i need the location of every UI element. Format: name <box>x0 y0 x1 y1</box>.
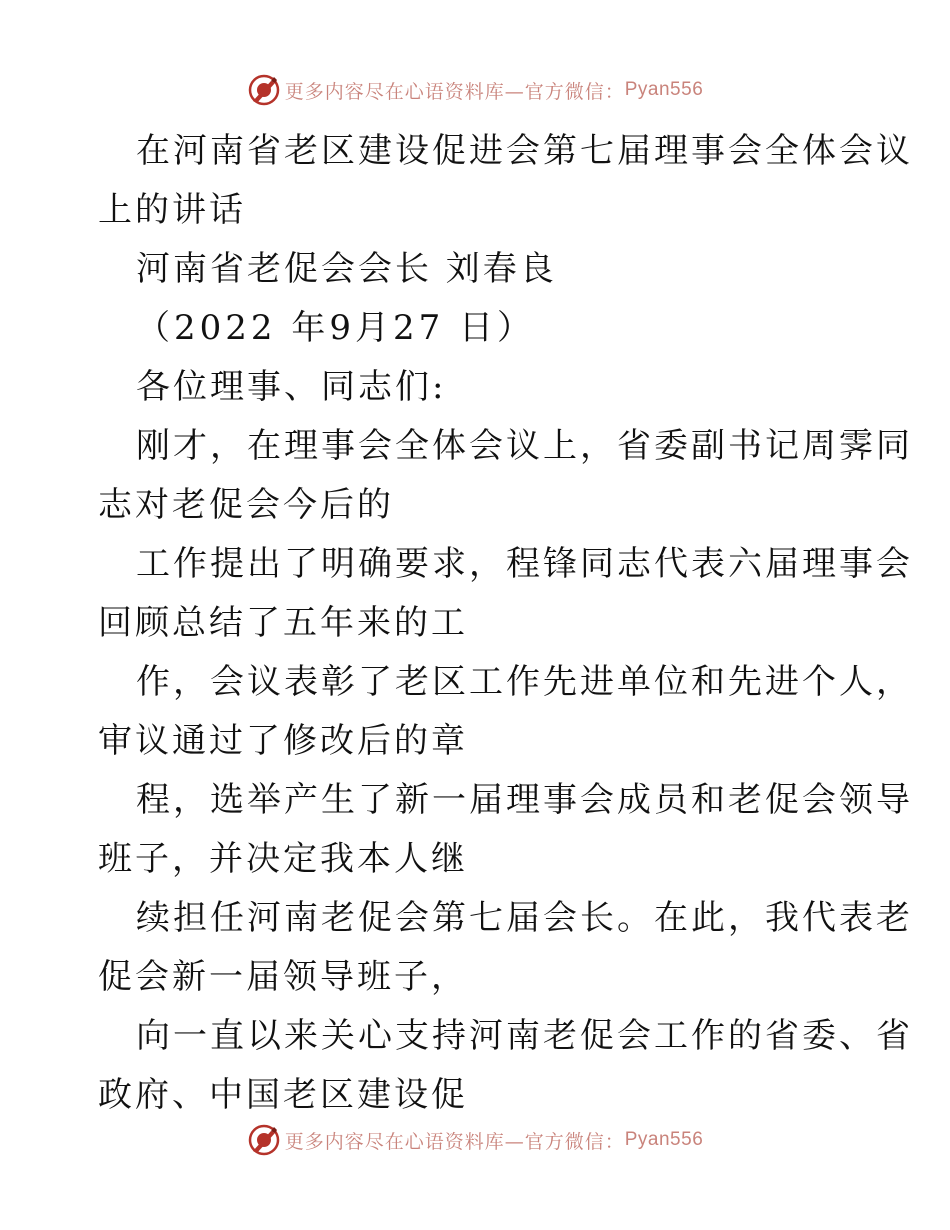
text-line: 志对老促会今后的 <box>98 485 394 525</box>
text-line: 上的讲话 <box>98 190 246 230</box>
watermark-footer <box>0 1120 950 1160</box>
text-line: 程，选举产生了新一届理事会成员和老促会领导 <box>136 780 913 820</box>
text-line: 在河南省老区建设促进会第七届理事会全体会议 <box>136 131 913 171</box>
text-line: 促会新一届领导班子， <box>98 957 468 997</box>
text-line: 刚才，在理事会全体会议上，省委副书记周霁同 <box>136 426 913 466</box>
watermark-id: Pyan556 <box>624 79 704 100</box>
pen-logo-icon <box>247 73 281 107</box>
pen-logo-icon <box>247 1123 281 1157</box>
watermark-header <box>0 70 950 110</box>
text-line: （2022 年9月27 日） <box>136 308 536 348</box>
text-line: 向一直以来关心支持河南老促会工作的省委、省 <box>136 1016 913 1056</box>
watermark-id: Pyan556 <box>624 1129 704 1150</box>
text-line: 作，会议表彰了老区工作先进单位和先进个人， <box>136 662 913 702</box>
watermark-text: 更多内容尽在心语资料库—官方微信： <box>284 80 625 103</box>
text-line: 各位理事、同志们: <box>136 367 447 407</box>
text-line: 政府、中国老区建设促 <box>98 1075 468 1115</box>
text-line: 工作提出了明确要求，程锋同志代表六届理事会 <box>136 544 913 584</box>
document-body <box>98 122 913 1125</box>
text-line: 续担任河南老促会第七届会长。在此，我代表老 <box>136 898 913 938</box>
text-line: 班子，并决定我本人继 <box>98 839 468 879</box>
text-line: 回顾总结了五年来的工 <box>98 603 468 643</box>
text-line: 河南省老促会会长 刘春良 <box>136 249 557 289</box>
text-line: 审议通过了修改后的章 <box>98 721 468 761</box>
watermark-text: 更多内容尽在心语资料库—官方微信： <box>284 1130 625 1153</box>
